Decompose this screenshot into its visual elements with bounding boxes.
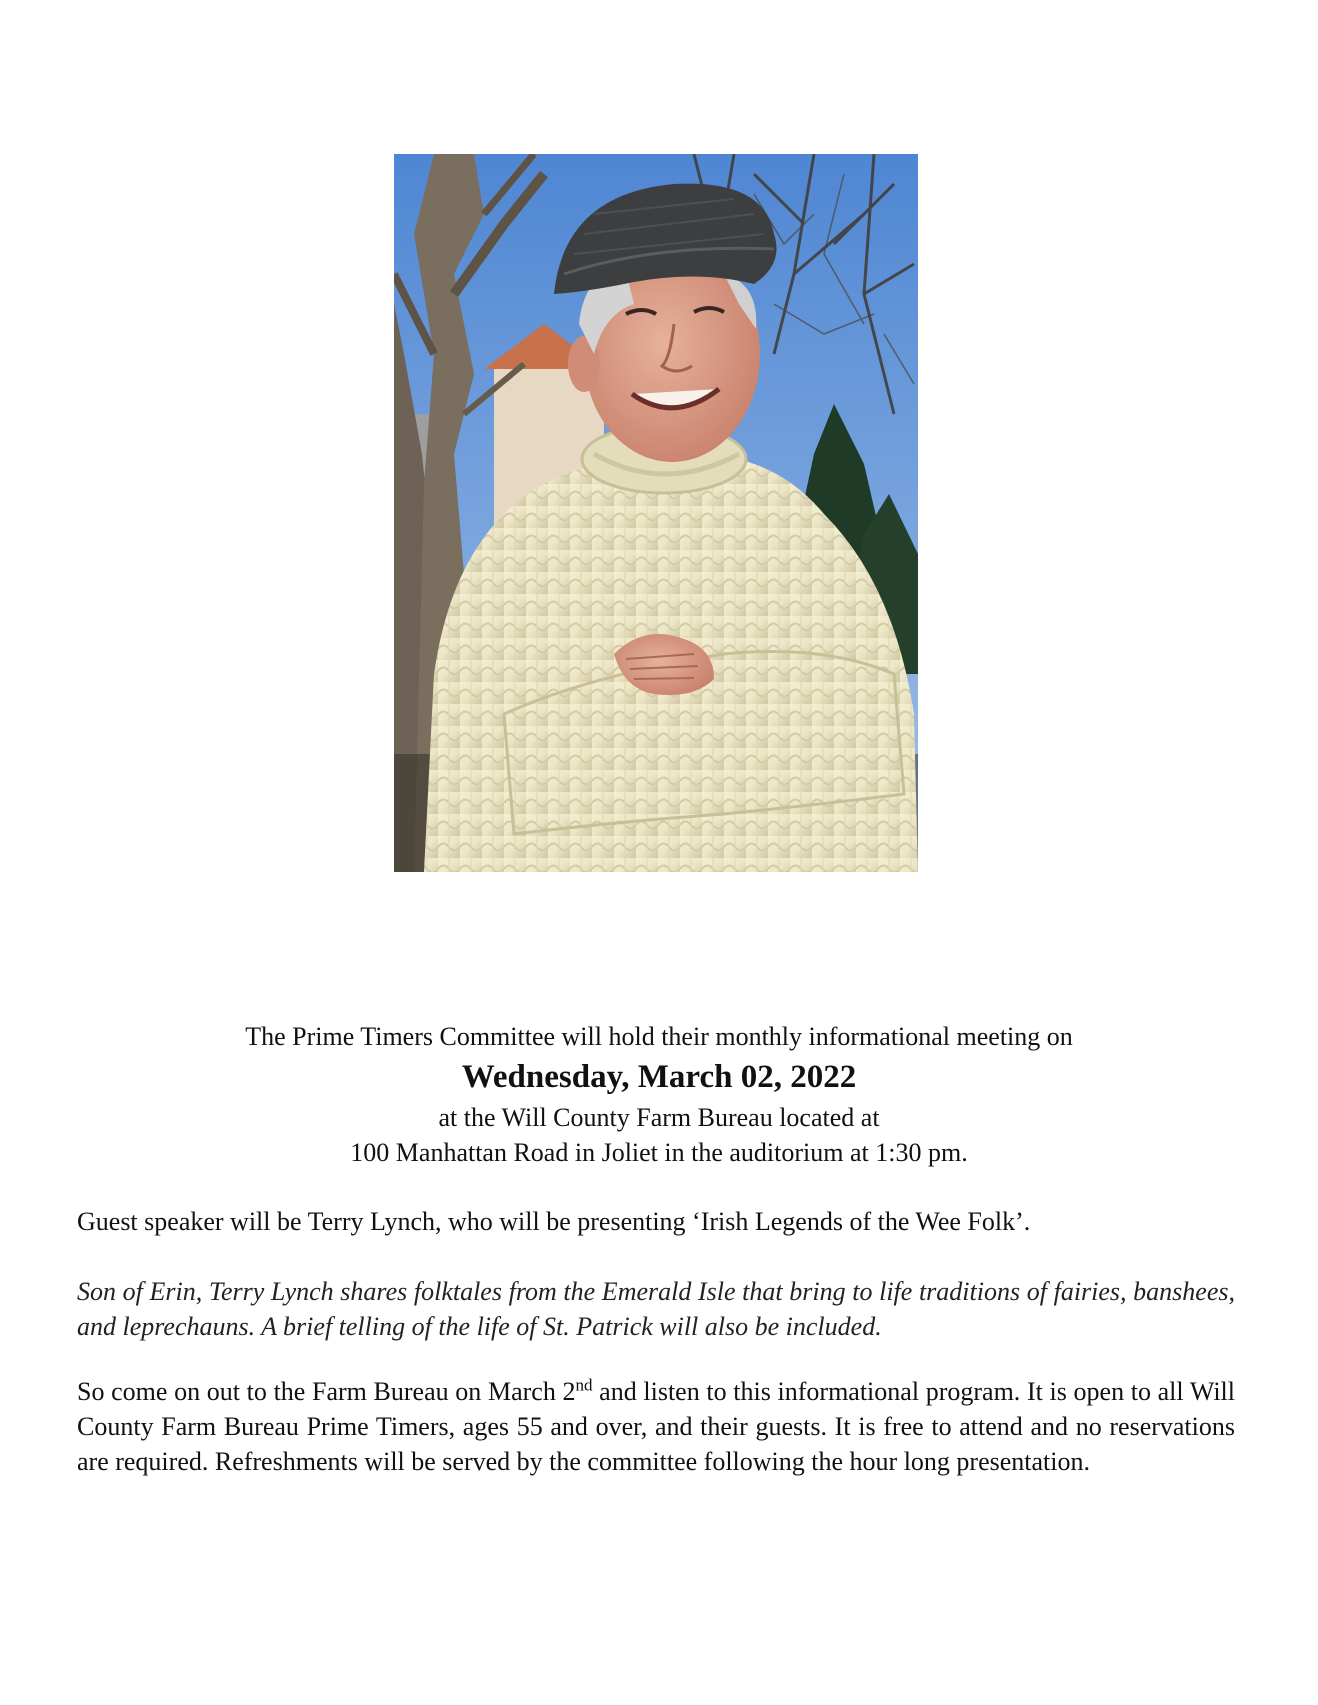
meeting-intro: The Prime Timers Committee will hold their monthly informational meeting on <box>245 1022 1073 1051</box>
speaker-photo <box>394 154 918 872</box>
invitation-paragraph <box>77 1374 1235 1479</box>
portrait-photo-icon <box>394 154 918 872</box>
meeting-venue-line-2: 100 Manhattan Road in Joliet in the auditorium at 1:30 pm. <box>350 1138 968 1167</box>
ordinal-suffix: nd <box>575 1375 593 1395</box>
guest-speaker-line: Guest speaker will be Terry Lynch, who will be presenting ‘Irish Legends of the Wee Folk’. <box>77 1207 1031 1236</box>
meeting-venue-line-1: at the Will County Farm Bureau located at <box>438 1103 880 1132</box>
invitation-text-start: So come on out to the Farm Bureau on March 2 <box>77 1377 576 1406</box>
invitation-text-rest: and listen to this informational program. It is open to all Will County Farm Bureau Prime Timers, ages 55 and over, and their guests. It is free to attend and no reservations are required. Refreshments will be served by the committee following the hour long presentation. <box>77 1377 1235 1476</box>
meeting-date: Wednesday, March 02, 2022 <box>461 1059 857 1095</box>
speaker-bio: Son of Erin, Terry Lynch shares folktales from the Emerald Isle that bring to life traditions of fairies, banshees, and leprechauns. A brief telling of the life of St. Patrick will also be included. <box>77 1277 1235 1341</box>
